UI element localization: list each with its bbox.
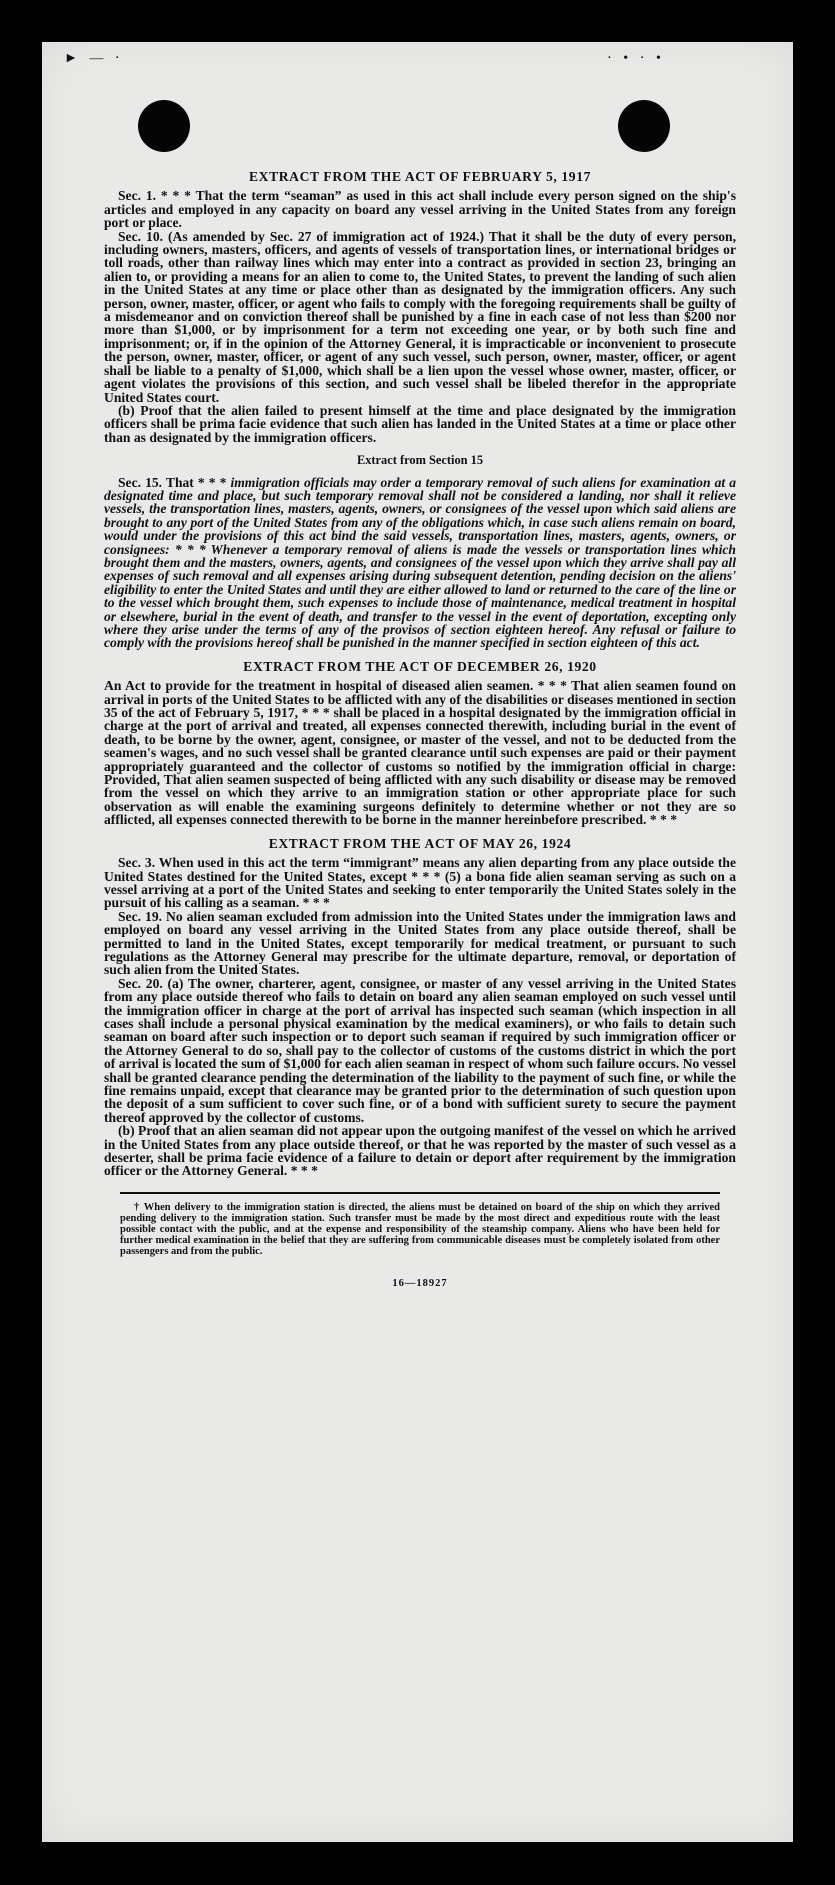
sec-15-lead: Sec. 15. That * * *	[118, 474, 231, 490]
heading-act-1920: EXTRACT FROM THE ACT OF DECEMBER 26, 1920	[243, 658, 597, 674]
footnote: † When delivery to the immigration station is directed, the aliens must be detained on board of the ship on which they arrived pending delivery to the immigration station. Such transfer must be made by the most direct and expeditious route with the least possible contact with the public, and at the expense and responsibility of the steamship company. Aliens who have been held for further medical examination in the belief that they are suffering from communicable diseases must be completely isolated from other passengers and from the public.	[120, 1201, 720, 1257]
heading-act-1917: EXTRACT FROM THE ACT OF FEBRUARY 5, 1917	[249, 169, 591, 184]
paragraph-sec-3: Sec. 3. When used in this act the term “immigrant” means any alien departing from any place outside the United States destined for the United States, except * * * (5) a bona fide alien seaman serving as such on a vessel arriving at a port of the United States and seeking to enter temporarily the United States solely in the pursuit of his calling as a seaman. * * *	[104, 855, 736, 911]
footnote-divider	[120, 1192, 720, 1194]
paragraph-sec-10-b: (b) Proof that the alien failed to present himself at the time and place designated by the immigration officers shall be prima facie evidence that such alien has landed in the United States at a time or place other than as designated by the immigration officers.	[104, 402, 736, 445]
sec-15-italic-text: immigration officials may order a temporary removal of such aliens for examination at a designated time and place, but such temporary removal shall not be considered a landing, nor shall it relieve vessels, the transportation lines, masters, agents, owners, or consignees of the vessel upon which said aliens are brought to any port of the United States from any of the obligations which, in case such aliens remain on board, would under the provisions of this act bind the said vessels, transportation lines, masters, agents, owners, or consignees: * * * Whenever a temporary removal of aliens is made the vessels or transportation lines which brought them and the masters, owners, agents, and consignees of the vessel upon which they arrive shall pay all expenses of such removal and all expenses arising during subsequent detention, pending decision on the aliens' eligibility to enter the United States and until they are either allowed to land or returned to the care of the line or to the vessel which brought them, such expenses to include those of maintenance, medical treatment in hospital or elsewhere, burial in the event of death, and transfer to the vessel in the event of deportation, excepting only where they arise under the terms of any of the provisos of section eighteen hereof. Any refusal or failure to comply with the provisions hereof shall be punished in the manner specified in section eighteen of this act.	[104, 474, 736, 651]
paragraph-sec-20-b: (b) Proof that an alien seaman did not appear upon the outgoing manifest of the vessel on which he arrived in the United States from any place outside thereof, or that he was reported by the master of such vessel as a deserter, shall be prima facie evidence of a failure to detain or deport after requirement by the immigration officer or the Attorney General. * * *	[104, 1123, 736, 1179]
paragraph-sec-1: Sec. 1. * * * That the term “seaman” as used in this act shall include every person signed on the ship's articles and employed in any capacity on board any vessel arriving in the United States from any foreign port or place.	[104, 188, 736, 231]
punch-hole	[618, 100, 670, 152]
heading-act-1924: EXTRACT FROM THE ACT OF MAY 26, 1924	[268, 835, 572, 851]
document-body	[104, 166, 736, 1290]
paragraph-sec-10: Sec. 10. (As amended by Sec. 27 of immigration act of 1924.) That it shall be the duty of every person, including owners, masters, officers, and agents of vessels of transportation lines, or international bridges or toll roads, other than railway lines which may enter into a contract as provided in section 23, bringing an alien to, or providing a means for an alien to come to, the United States, to prevent the landing of such alien in the United States at any time or place other than as designated by the immigration officers. Any such person, owner, master, officer, or agent who fails to comply with the foregoing requirements shall be guilty of a misdemeanor and on conviction thereof shall be punished by a fine in each case of not less than $200 nor more than $1,000, or by imprisonment for a term not exceeding one year, or by both such fine and imprisonment; or, if in the opinion of the Attorney General, it is impracticable or inconvenient to prosecute the person, owner, master, officer, or agent of any such vessel, such person, owner, master, officer, or agent shall be liable to a penalty of $1,000, which shall be a lien upon the vessel whose owner, master, officer, or agent violates the provisions of this section, and such vessel shall be libeled therefor in the appropriate United States court.	[104, 228, 736, 405]
form-code: 16—18927	[392, 1277, 448, 1289]
paragraph-sec-19: Sec. 19. No alien seaman excluded from admission into the United States under the immigration laws and employed on board any vessel arriving in the United States from any place outside thereof, shall be permitted to land in the United States, except temporarily for medical treatment, or pursuant to such regulations as the Attorney General may prescribe for the ultimate departure, removal, or deportation of such alien from the United States.	[104, 908, 736, 978]
pen-mark: ► — ⋅	[64, 51, 124, 66]
document-sheet	[42, 42, 793, 1842]
paragraph-act-1920: An Act to provide for the treatment in hospital of diseased alien seamen. * * * That alien seamen found on arrival in ports of the United States to be afflicted with any of the disabilities or diseases mentioned in section 35 of the act of February 5, 1917, * * * shall be placed in a hospital designated by the immigration official in charge at the port of arrival and treated, all expenses connected therewith, including burial in the event of death, to be borne by the owner, agent, consignee, or master of the vessel, and not to be deducted from the seamen's wages, and no such vessel shall be granted clearance until such expenses are paid or their payment appropriately guaranteed and the collector of customs so notified by the immigration official in charge: Provided, That alien seamen suspected of being afflicted with any such disability or disease may be removed from the vessel on which they arrive to an immigration station or other appropriate place for such observation as will enable the examining surgeons definitely to determine whether or not they are so afflicted, all expenses connected therewith to be borne in the manner hereinbefore prescribed. * * *	[104, 678, 736, 828]
pen-mark: ⋅ • ⋅ •	[607, 51, 665, 66]
punch-hole	[138, 100, 190, 152]
heading-section-15: Extract from Section 15	[356, 453, 484, 468]
paragraph-sec-15	[104, 476, 736, 650]
paragraph-sec-20-a: Sec. 20. (a) The owner, charterer, agent, consignee, or master of any vessel arriving in the United States from any place outside thereof who fails to detain on board any alien seaman employed on such vessel until the immigration officer in charge at the port of arrival has inspected such seaman (which inspection in all cases shall include a personal physical examination by the medical examiners), or who fails to detain such seaman on board after such inspection or to deport such seaman if required by such immigration officer or the Attorney General to do so, shall pay to the collector of customs of the customs district in which the port of arrival is located the sum of $1,000 for each alien seaman in respect of whom such failure occurs. No vessel shall be granted clearance pending the determination of the liability to the payment of such fine, or while the fine remains unpaid, except that clearance may be granted prior to the determination of such question upon the deposit of a sum sufficient to cover such fine, or of a bond with sufficient surety to secure the payment thereof approved by the collector of customs.	[104, 975, 736, 1125]
